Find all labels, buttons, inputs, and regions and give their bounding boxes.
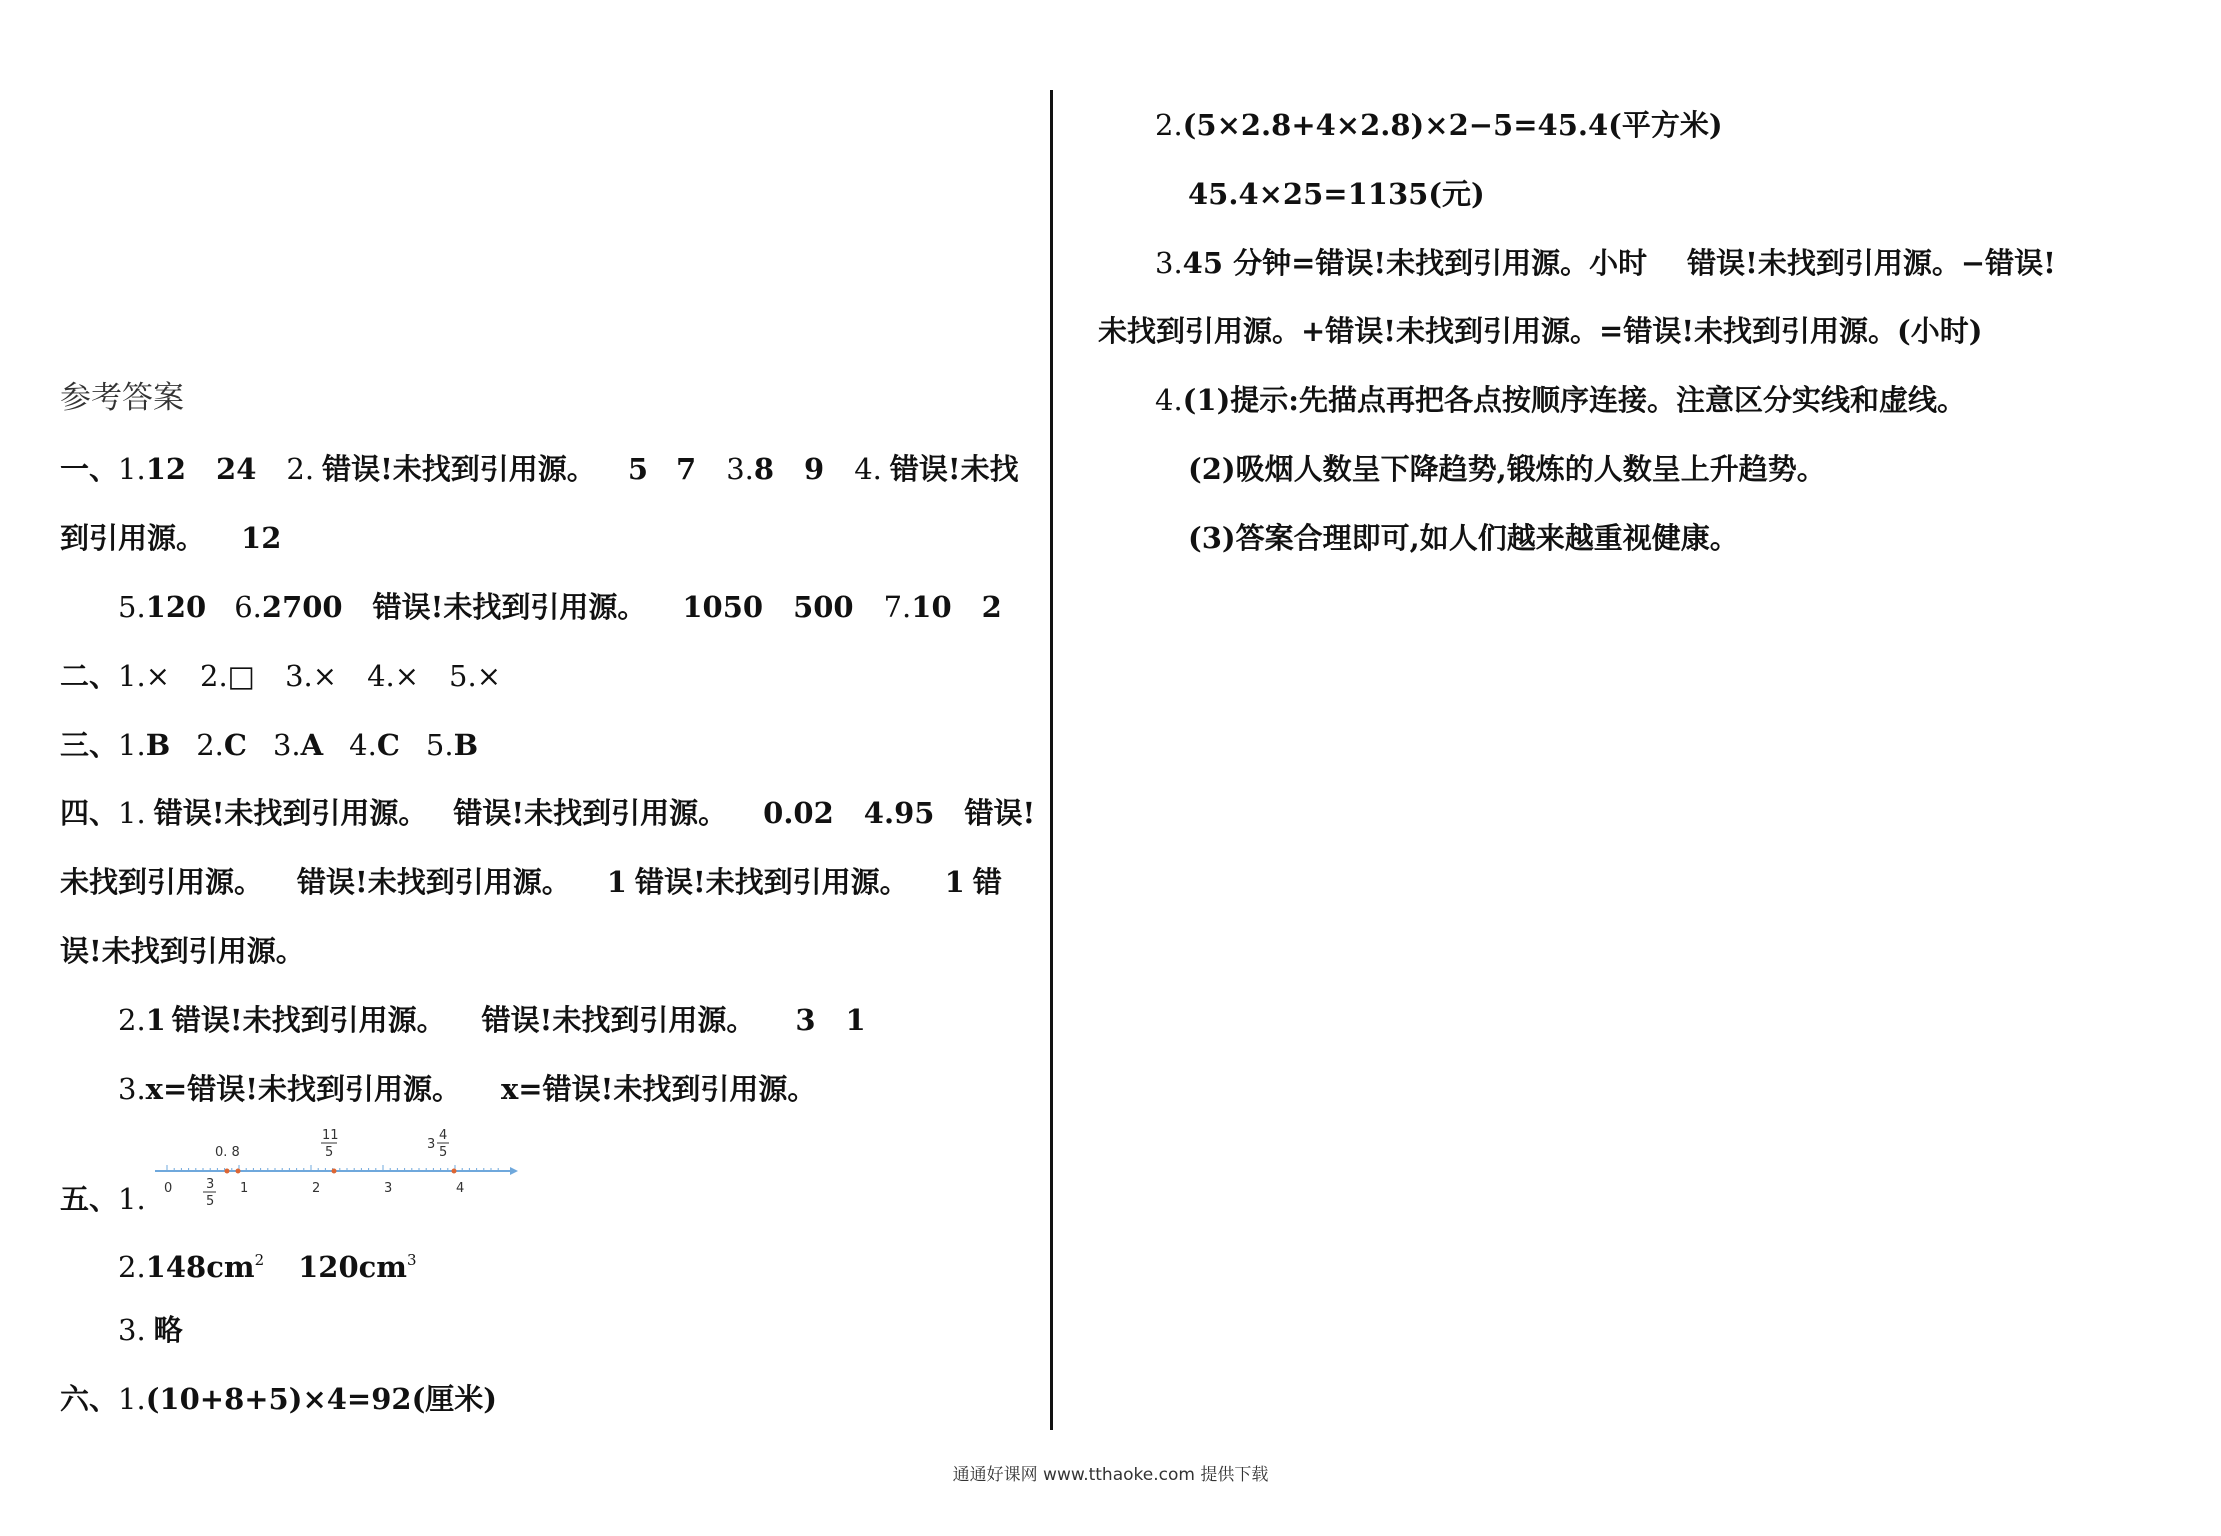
item-number: 2. — [196, 728, 224, 762]
item-number: 1. — [118, 1182, 146, 1216]
answer-value: 120 — [145, 590, 207, 624]
equation-text: 45.4×25=1135(元) — [1188, 177, 1485, 211]
item-number: 3. — [118, 1072, 146, 1106]
item-number: 1. — [118, 728, 146, 762]
error-text: 错误!未找到引用源。 — [297, 865, 571, 899]
cross-mark: × — [145, 659, 170, 693]
error-text: 未找到引用源。+错误!未找到引用源。=错误!未找到引用源。(小时) — [1098, 314, 1983, 348]
item-number: 7. — [883, 590, 912, 624]
answer-value: B — [453, 728, 479, 762]
error-text: 错误!未找到引用源。 — [322, 452, 596, 486]
answer-value: 24 — [216, 452, 257, 486]
section-1-prefix: 一、 — [60, 452, 119, 486]
tick-label: 4 — [456, 1181, 465, 1196]
error-text: 错 — [972, 865, 1002, 899]
item-number: 3. — [1155, 246, 1183, 280]
check-box-mark: □ — [227, 659, 256, 693]
section-1-line-1 — [60, 449, 1019, 489]
answer-value: C — [223, 728, 247, 762]
answer-value: 1 — [145, 1003, 166, 1037]
answer-value: 2 — [981, 590, 1002, 624]
equation-text: x=错误!未找到引用源。 — [145, 1072, 461, 1106]
section-1-line-2 — [60, 518, 281, 558]
item-number: 4. — [349, 728, 377, 762]
answer-value: 1 — [944, 865, 965, 899]
point-marker — [236, 1169, 241, 1174]
point-marker — [452, 1169, 457, 1174]
answer-value: 0.02 — [763, 796, 834, 830]
section-4-line-3 — [60, 931, 305, 971]
cross-mark: × — [312, 659, 338, 693]
section-5-line-3 — [118, 1310, 183, 1350]
section-6-prefix: 六、 — [60, 1382, 119, 1416]
answer-value: 10 — [911, 590, 952, 624]
number-line-figure — [150, 1125, 520, 1210]
answer-value: B — [145, 728, 171, 762]
answer-text: (1)提示:先描点再把各点按顺序连接。注意区分实线和虚线。 — [1182, 383, 1966, 417]
answer-text: (2)吸烟人数呈下降趋势,锻炼的人数呈上升趋势。 — [1188, 452, 1826, 486]
item-number: 5. — [118, 590, 146, 624]
fraction-numerator: 3 — [206, 1177, 215, 1192]
answer-text: (3)答案合理即可,如人们越来越重视健康。 — [1188, 521, 1739, 555]
item-number: 5. — [449, 659, 477, 693]
section-4-prefix: 四、 — [60, 796, 119, 830]
answer-value: 500 — [793, 590, 854, 624]
item-number: 4. — [1155, 383, 1183, 417]
answer-value: 1 — [845, 1003, 866, 1037]
item-number: 3. — [272, 728, 301, 762]
answer-value: 5 — [627, 452, 648, 486]
answer-value: 3 — [795, 1003, 816, 1037]
right-line-6 — [1188, 449, 1826, 489]
answer-value: 7 — [676, 452, 697, 486]
error-text: 错误!未找到引用源。 — [481, 1003, 756, 1037]
section-5-prefix: 五、 — [60, 1182, 119, 1216]
mixed-whole: 3 — [427, 1137, 436, 1152]
error-text: 错误!未找到引用源。 — [453, 796, 728, 830]
answer-value: 略 — [153, 1313, 183, 1347]
section-2-line — [60, 656, 501, 696]
footer-credit: 通通好课网 www.tthaoke.com 提供下载 — [952, 1465, 1269, 1485]
answer-value: 120cm — [298, 1250, 407, 1284]
label-above: 0. 8 — [215, 1145, 240, 1160]
item-number: 6. — [234, 590, 262, 624]
section-4-line-2 — [60, 862, 1002, 902]
error-text: 错误!未找 — [889, 452, 1019, 486]
item-number: 2. — [118, 1003, 146, 1037]
point-marker — [225, 1169, 230, 1174]
right-line-3 — [1155, 243, 2056, 283]
fraction-denominator: 5 — [206, 1194, 215, 1209]
error-text: 错误! — [964, 796, 1036, 830]
fraction-denominator: 5 — [325, 1145, 334, 1160]
superscript: 2 — [254, 1251, 265, 1269]
equation-text: 45 分钟=错误!未找到引用源。小时 — [1182, 246, 1648, 280]
answer-value: 8 — [753, 452, 775, 486]
error-text: 误!未找到引用源。 — [60, 934, 305, 968]
item-number: 1. — [118, 659, 146, 693]
tick-label: 3 — [384, 1181, 393, 1196]
error-text: 错误!未找到引用源。 — [171, 1003, 446, 1037]
error-text: 到引用源。 — [60, 521, 206, 555]
answer-value: 1 — [606, 865, 627, 899]
section-6-line-1 — [60, 1379, 497, 1419]
cross-mark: × — [394, 659, 420, 693]
cross-mark: × — [476, 659, 502, 693]
equation-text: x=错误!未找到引用源。 — [501, 1072, 817, 1106]
answer-value: A — [300, 728, 324, 762]
answer-value: 2700 — [261, 590, 343, 624]
section-5-line-2 — [118, 1240, 417, 1287]
item-number: 2. — [286, 452, 315, 486]
error-text: 错误!未找到引用源。 — [634, 865, 909, 899]
item-number: 4. — [367, 659, 395, 693]
equation-text: (10+8+5)×4=92(厘米) — [145, 1382, 498, 1416]
answer-value: 9 — [804, 452, 825, 486]
error-text: 错误!未找到引用源。 — [153, 796, 428, 830]
section-4-line-4 — [118, 1000, 866, 1040]
error-text: 未找到引用源。 — [60, 865, 264, 899]
section-3-line — [60, 725, 478, 765]
section-2-prefix: 二、 — [60, 659, 119, 693]
item-number: 2. — [118, 1250, 146, 1284]
answer-value: 12 — [241, 521, 282, 555]
right-line-5 — [1155, 380, 1966, 420]
error-text: 错误!未找到引用源。−错误! — [1687, 246, 2056, 280]
right-line-2 — [1188, 174, 1485, 214]
item-number: 1. — [118, 452, 146, 486]
equation-text: (5×2.8+4×2.8)×2−5=45.4(平方米) — [1182, 108, 1723, 142]
answer-title: 参考答案 — [60, 380, 184, 416]
section-5-line-1 — [60, 1179, 146, 1219]
answer-value: 4.95 — [863, 796, 935, 830]
item-number: 2. — [200, 659, 228, 693]
answer-value: 12 — [145, 452, 187, 486]
error-text: 错误!未找到引用源。 — [372, 590, 647, 624]
right-line-7 — [1188, 518, 1739, 558]
superscript: 3 — [407, 1251, 417, 1269]
answer-value: 148cm — [145, 1250, 255, 1284]
tick-label: 0 — [164, 1181, 173, 1196]
column-divider — [1050, 90, 1053, 1430]
fraction-numerator: 4 — [439, 1128, 448, 1143]
answer-value: 1050 — [682, 590, 764, 624]
tick-label: 1 — [240, 1181, 249, 1196]
tick-label: 2 — [312, 1181, 321, 1196]
arrow-head-icon — [510, 1167, 518, 1175]
item-number: 3. — [118, 1313, 146, 1347]
right-line-1 — [1155, 105, 1723, 145]
section-1-line-3 — [118, 587, 1002, 627]
answer-value: C — [376, 728, 400, 762]
fraction-denominator: 5 — [439, 1145, 448, 1160]
fraction-numerator: 11 — [322, 1128, 339, 1143]
item-number: 3. — [726, 452, 754, 486]
section-4-line-5 — [118, 1069, 816, 1109]
item-number: 2. — [1155, 108, 1183, 142]
right-line-4 — [1098, 311, 1983, 351]
item-number: 1. — [118, 1382, 146, 1416]
item-number: 4. — [854, 452, 882, 486]
section-4-line-1 — [60, 793, 1035, 833]
point-marker — [332, 1169, 337, 1174]
item-number: 3. — [285, 659, 313, 693]
item-number: 5. — [425, 728, 454, 762]
section-3-prefix: 三、 — [60, 728, 119, 762]
item-number: 1. — [118, 796, 146, 830]
